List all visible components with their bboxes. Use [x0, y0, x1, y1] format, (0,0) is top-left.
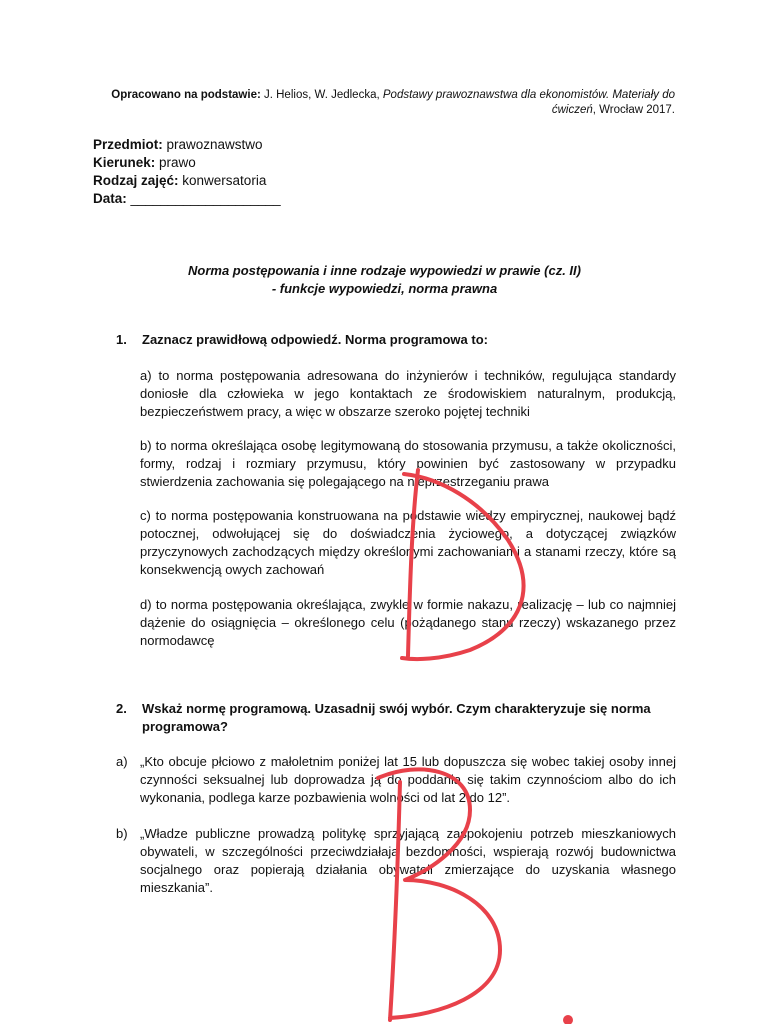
- question-text: Zaznacz prawidłową odpowiedź. Norma programowa to:: [142, 332, 488, 347]
- source-authors: J. Helios, W. Jedlecka,: [260, 89, 383, 101]
- meta-date: Data: ____________________: [93, 191, 281, 206]
- handwritten-letter-b: [378, 769, 500, 1020]
- option-label: a): [116, 754, 128, 769]
- question-text: Wskaż normę programową. Uzasadnij swój wybór. Czym charakteryzuje się norma programowa?: [142, 701, 651, 734]
- option-1d: d) to norma postępowania określająca, zwykle w formie nakazu, realizację – lub co najmniej dążenie do osiągnięcia – określonego celu (pożądanego stanu rzeczy) wskazanego przez normodawcę: [140, 597, 676, 648]
- meta-class-type: Rodzaj zajęć: konwersatoria: [93, 173, 267, 188]
- option-label: b): [116, 826, 128, 841]
- meta-field: Kierunek: prawo: [93, 155, 196, 170]
- source-title: Podstawy prawoznawstwa dla ekonomistów. Materiały do ćwiczeń: [382, 89, 675, 116]
- handwritten-dot: [563, 1015, 573, 1024]
- option-1c: c) to norma postępowania konstruowana na podstawie wiedzy empirycznej, naukowej bądź potocznej, odwołującej się do doświadczenia życiowego, a dotyczącej związków przyczynowych zachodzących między określonymi zachowaniami a stanami rzeczy, które są konsekwencją owych zachowań: [140, 508, 676, 577]
- handwritten-letter-d: [402, 470, 523, 659]
- option-1a: a) to norma postępowania adresowana do inżynierów i techników, regulująca standardy doniosłe dla człowieka w jego kontaktach ze środowiskiem naturalnym, produkcją, bezpieczeństwem pracy, a więc w obszarze szeroko pojętej techniki: [140, 368, 676, 419]
- meta-subject: Przedmiot: prawoznawstwo: [93, 137, 263, 152]
- source-tail: , Wrocław 2017.: [592, 104, 675, 116]
- option-text: „Władze publiczne prowadzą politykę sprzyjającą zaspokojeniu potrzeb mieszkaniowych obywateli, w szczególności przeciwdziałają bezdomności, wspierają rozwój budownictwa socjalnego oraz popierają działania obywateli zmierzające do uzyskania własnego mieszkania”.: [140, 826, 676, 895]
- option-text: „Kto obcuje płciowo z małoletnim poniżej lat 15 lub dopuszcza się wobec takiej osoby innej czynności seksualnej lub doprowadza ją do poddania się takim czynnościom albo do ich wykonania, podlega karze pozbawienia wolności od lat 2 do 12”.: [140, 754, 676, 805]
- title-line-1: Norma postępowania i inne rodzaje wypowiedzi w prawie (cz. II): [188, 263, 581, 278]
- question-number: 1.: [116, 332, 127, 347]
- source-label: Opracowano na podstawie:: [111, 89, 261, 101]
- option-1b: b) to norma określająca osobę legitymowaną do stosowania przymusu, a także okoliczności, formy, rodzaj i rozmiary przymusu, który powinien być zastosowany w przypadku stwierdzenia zachowania się polegającego na nieprzestrzeganiu prawa: [140, 438, 676, 489]
- question-number: 2.: [116, 701, 127, 716]
- title-line-2: - funkcje wypowiedzi, norma prawna: [271, 281, 498, 296]
